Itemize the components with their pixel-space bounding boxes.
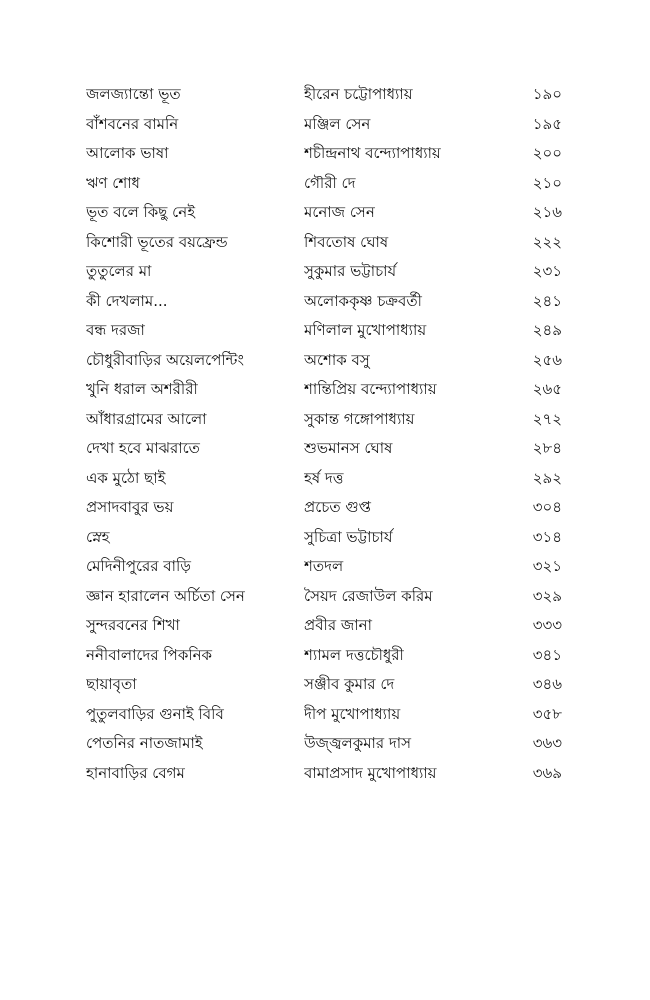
toc-entry-title: জলজ্যান্তো ভূত xyxy=(86,85,181,103)
toc-entry-page-number: ৩৪১ xyxy=(532,645,562,664)
toc-entry-title: খুনি ধরাল অশরীরী xyxy=(86,380,198,398)
toc-entry-title: এক মুঠো ছাই xyxy=(86,468,166,487)
toc-entry-title: বাঁশবনের বামনি xyxy=(86,114,179,133)
toc-entry-page-number: ৩০৪ xyxy=(532,498,562,516)
toc-entry-author: শতদল xyxy=(304,557,344,575)
toc-entry xyxy=(86,405,562,435)
toc-entry xyxy=(86,552,562,582)
toc-entry-page-number: ৩১৪ xyxy=(532,527,562,546)
toc-entry xyxy=(86,375,562,405)
toc-entry-title: চৌধুরীবাড়ির অয়েলপেন্টিং xyxy=(86,350,244,369)
toc-entry-author: অলোককৃষ্ণ চক্রবর্তী xyxy=(304,291,422,310)
toc-entry-title: কিশোরী ভূতের বয়ফ্রেন্ড xyxy=(86,232,228,251)
toc-entry-author: প্রবীর জানা xyxy=(304,616,372,634)
toc-entry-title: ঋণ শোধ xyxy=(86,173,140,192)
toc-entry xyxy=(86,198,562,228)
toc-entry xyxy=(86,729,562,759)
toc-entry-author: সুকান্ত গঙ্গোপাধ্যায় xyxy=(304,409,415,428)
toc-entry xyxy=(86,641,562,671)
toc-entry-author: মঞ্জিল সেন xyxy=(304,114,371,133)
toc-entry-title: দেখা হবে মাঝরাতে xyxy=(86,439,200,457)
toc-entry-author: শান্তিপ্রিয় বন্দ্যোপাধ্যায় xyxy=(304,380,437,398)
toc-entry-author: সুচিত্রা ভট্টাচার্য xyxy=(304,527,393,546)
toc-entry-author: শ্যামল দত্তচৌধুরী xyxy=(304,645,404,664)
toc-entry-page-number: ২২২ xyxy=(532,232,562,251)
toc-entry-author: মনোজ সেন xyxy=(304,203,375,221)
toc-entry xyxy=(86,759,562,789)
toc-entry-title: ননীবালাদের পিকনিক xyxy=(86,645,213,664)
toc-entry-page-number: ৩২১ xyxy=(532,557,562,575)
toc-entry-title: পুতুলবাড়ির গুনাই বিবি xyxy=(86,704,224,723)
toc-entry xyxy=(86,434,562,464)
toc-entry-author: গৌরী দে xyxy=(304,173,356,192)
toc-entry xyxy=(86,523,562,553)
toc-entry-author: দীপ মুখোপাধ্যায় xyxy=(304,704,401,723)
toc-entry-page-number: ৩৫৮ xyxy=(532,704,562,723)
toc-entry-title: মেদিনীপুরের বাড়ি xyxy=(86,557,192,575)
toc-entry-page-number: ১৯৫ xyxy=(532,114,562,133)
toc-entry-author: সুকুমার ভট্টাচার্য xyxy=(304,262,397,280)
toc-entry-author: উজ্জ্বলকুমার দাস xyxy=(304,734,412,752)
toc-entry xyxy=(86,464,562,494)
toc-entry-title: স্নেহ xyxy=(86,527,110,546)
toc-entry xyxy=(86,287,562,317)
toc-entry-page-number: ২৪৯ xyxy=(532,321,562,339)
toc-entry-title: হানাবাড়ির বেগম xyxy=(86,763,185,782)
toc-entry-title: বন্ধ দরজা xyxy=(86,321,145,339)
toc-entry-page-number: ১৯০ xyxy=(532,85,562,103)
toc-entry-page-number: ২৩১ xyxy=(532,262,562,280)
toc-entry xyxy=(86,346,562,376)
toc-entry-page-number: ২৯২ xyxy=(532,468,562,487)
toc-entry-page-number: ৩৩৩ xyxy=(532,616,562,634)
toc-entry-page-number: ২১০ xyxy=(532,173,562,192)
toc-entry-title: সুন্দরবনের শিখা xyxy=(86,616,180,634)
toc-entry-page-number: ২৫৬ xyxy=(532,350,562,369)
toc-entry-author: সঞ্জীব কুমার দে xyxy=(304,675,395,693)
toc-entry-page-number: ৩৪৬ xyxy=(532,675,562,693)
toc-entry-author: শিবতোষ ঘোষ xyxy=(304,232,389,251)
toc-entry-page-number: ২৬৫ xyxy=(532,380,562,398)
toc-entry-author: অশোক বসু xyxy=(304,350,370,369)
toc-entry xyxy=(86,700,562,730)
toc-entry-title: আঁধারগ্রামের আলো xyxy=(86,409,207,428)
toc-entry-page-number: ২৪১ xyxy=(532,291,562,310)
toc-entry-author: মণিলাল মুখোপাধ্যায় xyxy=(304,321,427,339)
toc-entry xyxy=(86,169,562,199)
toc-entry-title: ভূত বলে কিছু নেই xyxy=(86,203,196,221)
toc-entry-author: শুভমানস ঘোষ xyxy=(304,439,393,457)
toc-entry-title: প্রসাদবাবুর ভয় xyxy=(86,498,174,516)
toc-entry xyxy=(86,228,562,258)
toc-entry xyxy=(86,670,562,700)
toc-entry-page-number: ২৭২ xyxy=(532,409,562,428)
toc-entry-title: আলোক ভাষা xyxy=(86,144,169,162)
toc-entry-page-number: ৩২৯ xyxy=(532,586,562,605)
toc-entry xyxy=(86,493,562,523)
toc-entry-page-number: ৩৬৩ xyxy=(532,734,562,752)
toc-entry-author: বামাপ্রসাদ মুখোপাধ্যায় xyxy=(304,763,437,782)
toc-entry xyxy=(86,582,562,612)
toc-entry-title: তুতুলের মা xyxy=(86,262,152,280)
toc-entry-author: শচীন্দ্রনাথ বন্দ্যোপাধ্যায় xyxy=(304,144,441,162)
toc-entry xyxy=(86,316,562,346)
table-of-contents xyxy=(86,80,562,788)
toc-entry-page-number: ২১৬ xyxy=(532,203,562,221)
toc-entry-author: প্রচেত গুপ্ত xyxy=(304,498,371,516)
toc-entry-page-number: ২০০ xyxy=(532,144,562,162)
toc-entry-title: জ্ঞান হারালেন অর্চিতা সেন xyxy=(86,586,245,605)
toc-entry-author: হীরেন চট্টোপাধ্যায় xyxy=(304,85,413,103)
toc-entry xyxy=(86,80,562,110)
toc-entry-title: কী দেখলাম... xyxy=(86,291,168,310)
toc-entry xyxy=(86,110,562,140)
toc-entry-page-number: ৩৬৯ xyxy=(532,763,562,782)
toc-entry-title: পেতনির নাতজামাই xyxy=(86,734,203,752)
toc-entry xyxy=(86,611,562,641)
toc-entry-author: হর্ষ দত্ত xyxy=(304,468,344,487)
toc-entry-title: ছায়াবৃতা xyxy=(86,675,137,693)
toc-entry xyxy=(86,139,562,169)
toc-entry-author: সৈয়দ রেজাউল করিম xyxy=(304,586,433,605)
toc-entry-page-number: ২৮৪ xyxy=(532,439,562,457)
toc-entry xyxy=(86,257,562,287)
